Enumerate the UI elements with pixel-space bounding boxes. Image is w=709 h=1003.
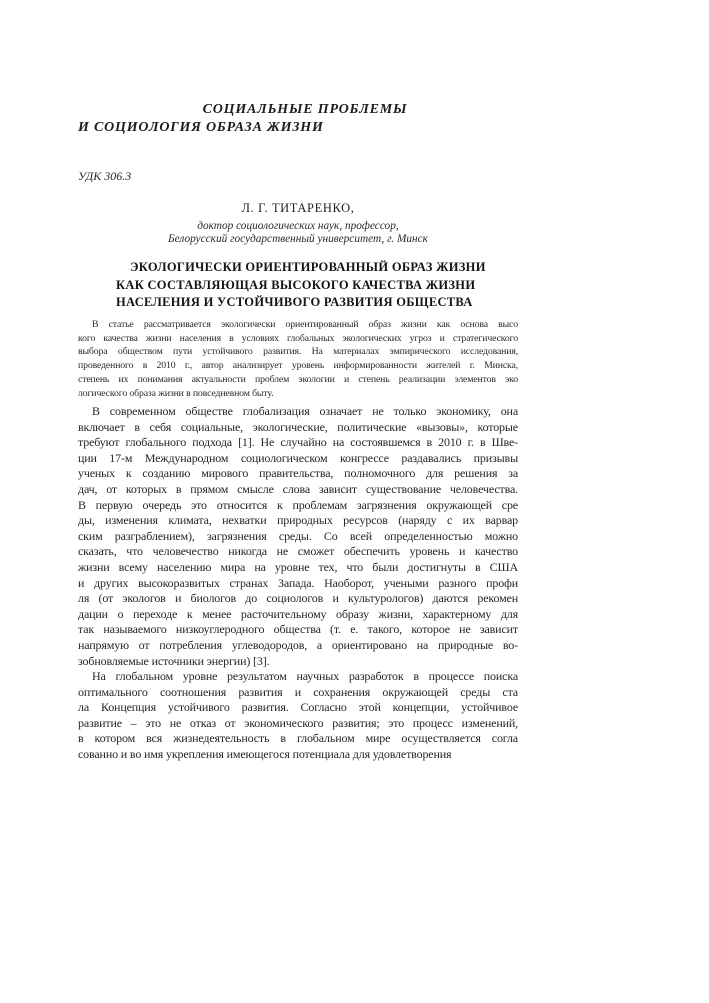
text-line: ля (от экологов и биологов до социологов и культурологов) даются рекомен [78,591,518,606]
text-line: оптимального соотношения развития и сохранения окружающей среды ста [78,684,518,699]
text-line: В статье рассматривается экологически ориентированный образ жизни как основа высо [92,319,518,330]
text-line: ла Концепция устойчивого развития. Согласно этой концепции, устойчивое [78,700,518,715]
text-line: ции 17-м Международном социологическом конгрессе раздавались призывы [78,450,518,465]
abstract-paragraph [78,318,518,400]
text-line: ученых к созданию мирового правительства, полномочного для решения за [78,466,518,481]
text-line: требуют глобального подхода [1]. Не случайно на состоявшемся в 2010 г. в Шве- [78,435,518,450]
text-line: и других высокоразвитых странах Запада. Наоборот, учеными разного профи [78,575,518,590]
text-line: В первую очередь это относится к проблемам загрязнения окружающей сре [78,497,518,512]
text-line: ЭКОЛОГИЧЕСКИ ОРИЕНТИРОВАННЫЙ ОБРАЗ ЖИЗНИ [130,260,486,274]
text-line: в котором вся жизнедеятельность в глобальном мире осуществляется согла [78,731,518,746]
text-column [78,0,518,1003]
text-line: логического образа жизни в повседневном быту. [78,387,274,399]
text-line: сованно и во имя укрепления имеющегося потенциала для удовлетворения [78,747,452,762]
text-line: НАСЕЛЕНИЯ И УСТОЙЧИВОГО РАЗВИТИЯ ОБЩЕСТВА [116,295,473,310]
text-line: напрямую от потребления углеводородов, а ориентировано на природные во- [78,637,518,652]
text-line: КАК СОСТАВЛЯЮЩАЯ ВЫСОКОГО КАЧЕСТВА ЖИЗНИ [116,277,476,292]
body-paragraph [78,669,518,763]
author-name: Л. Г. ТИТАРЕНКО, [241,201,355,215]
text-line: кого качества жизни населения в условиях глобальных экологических угроз и стратегического [78,332,518,344]
text-line: дач, от которых в прямом смысле слова зависит существование человечества. [78,481,518,496]
article-title [116,259,518,312]
text-line: ским разграблением), загрязнения среды. Со всей определенностью можно [78,528,518,543]
text-line: проведенного в 2010 г., автор анализирует уровень информированности жителей г. Минска, [78,360,518,372]
text-line: На глобальном уровне результатом научных разработок в процессе поиска [92,669,518,684]
journal-section-header [78,101,518,137]
text-line: В современном обществе глобализация означает не только экономику, она [92,404,518,418]
author-credentials: доктор социологических наук, профессор, [197,220,399,232]
author-affiliation: Белорусский государственный университет, г. Минск [168,233,428,245]
article-body [78,404,518,763]
udc-code: УДК 306.3 [78,169,132,183]
text-line: развитие – это не отказ от экономического развития; это процесс изменений, [78,715,518,730]
text-line: сказать, что человечество никогда не сможет обеспечить уровень и качество [78,544,518,559]
body-paragraph [78,404,518,669]
text-line: И СОЦИОЛОГИЯ ОБРАЗА ЖИЗНИ [78,120,324,135]
text-line: степень их понимания актуальности проблем экологии и степень реализации элементов эко [78,373,518,385]
text-line: включает в себя социальные, экологические, политические «вызовы», которые [78,419,518,434]
text-line: жизни всему населению мира на уровне тех, что были достигнуты в США [78,559,518,574]
text-line: дации о переходе к менее расточительному образу жизни, характерному для [78,606,518,621]
text-line: СОЦИАЛЬНЫЕ ПРОБЛЕМЫ [202,102,408,117]
text-line: выбора обществом пути устойчивого развития. На материалах эмпирического исследования, [78,346,518,358]
text-line: ды, изменения климата, нехватки природных ресурсов (наряду с их варвар [78,513,518,528]
text-line: зобновляемые источники энергии) [3]. [78,653,270,668]
text-line: так называемого низкоуглеродного общества (т. е. такого, которое не зависит [78,622,518,637]
